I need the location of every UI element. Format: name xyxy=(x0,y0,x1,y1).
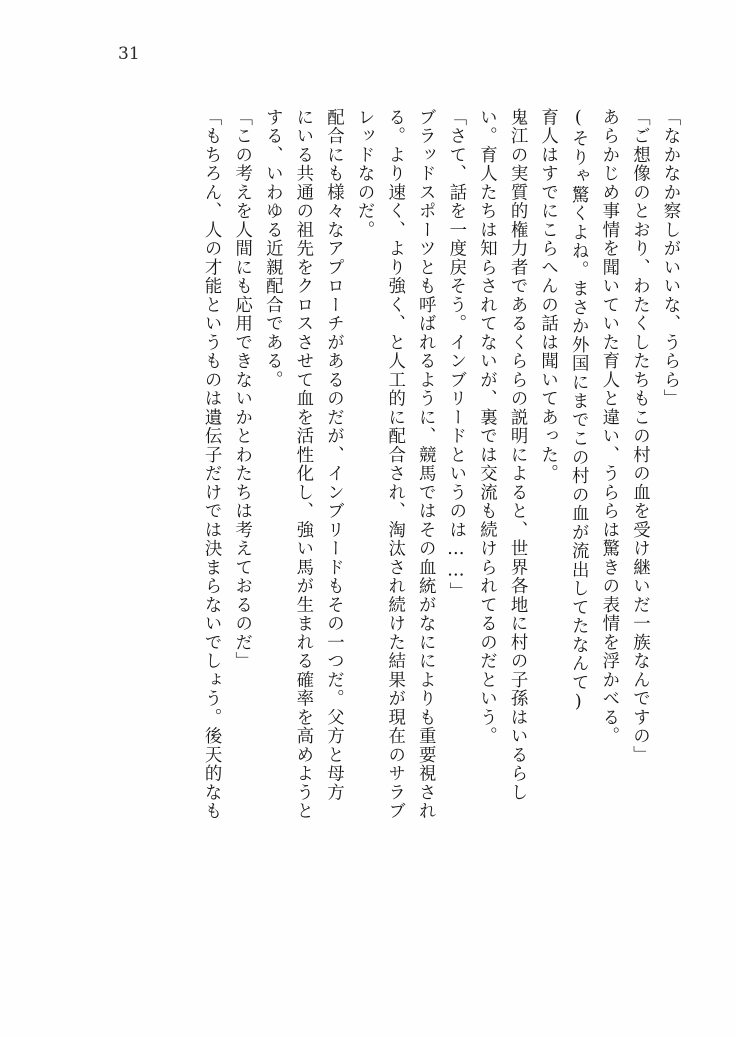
text-line: ブラッドスポーツとも呼ばれるように、競馬ではその血統がなにによりも重要視され xyxy=(415,108,436,821)
text-line: 「さて、話を一度戻そう。インブリードというのは……」 xyxy=(445,108,466,601)
text-line: 配合にも様々なアプローチがあるのだが、インブリードもその一つだ。父方と母方 xyxy=(323,108,344,802)
text-line: い。育人たちは知らされてないが、裏では交流も続けられてるのだという。 xyxy=(476,108,497,746)
text-line: あらかじめ事情を聞いていた育人と違い、うららは驚きの表情を浮かべる。 xyxy=(598,108,619,746)
page-number: 31 xyxy=(118,44,140,64)
text-line: レッドなのだ。 xyxy=(354,108,375,240)
text-line: (そりゃ驚くよね。まさか外国にまでこの村の血が流出してたなんて) xyxy=(568,108,589,714)
text-line: 「この考えを人間にも応用できないかとわたちは考えておるのだ」 xyxy=(231,108,252,671)
text-line: 育人はすでにこらへんの話は聞いてあった。 xyxy=(537,108,558,483)
text-line: 鬼江の実質的権力者であるくららの説明によると、世界各地に村の子孫はいるらし xyxy=(507,108,528,802)
text-line: 「もちろん、人の才能というものは遺伝子だけでは決まらないでしょう。後天的なも xyxy=(201,108,222,821)
text-line: 「ご想像のとおり、わたくしたちもこの村の血を受け継いだ一族なんですの」 xyxy=(629,108,650,765)
text-line: する、いわゆる近親配合である。 xyxy=(262,108,283,390)
vertical-text-body xyxy=(72,108,678,977)
text-line: 「なかなか察しがいいな、うらら」 xyxy=(660,108,680,408)
text-line: にいる共通の祖先をクロスさせて血を活性化し、強い馬が生まれる確率を高めようと xyxy=(292,108,313,821)
text-line: る。より速く、より強く、と人工的に配合され、淘汰され続けた結果が現在のサラブ xyxy=(384,108,405,821)
